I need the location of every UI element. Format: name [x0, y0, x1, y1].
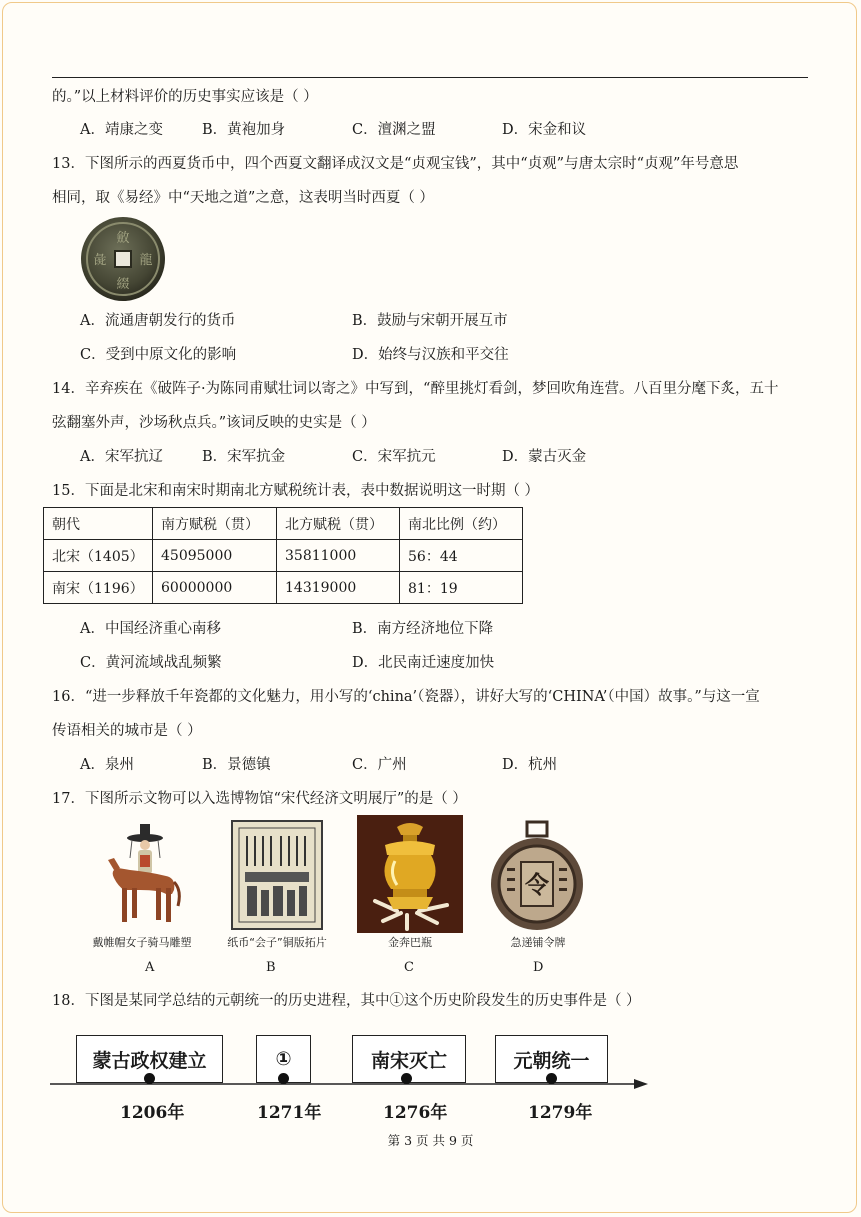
table-header: 朝代: [44, 508, 153, 540]
q13-option-d: D．始终与汉族和平交往: [352, 347, 509, 363]
huizi-rubbing-image: [231, 820, 323, 930]
page-border: [2, 2, 857, 1213]
table-header: 南方赋税（贯）: [153, 508, 277, 540]
tax-table: [43, 507, 523, 604]
horse-rider-figure-image: [100, 820, 190, 930]
figure-d-letter: D: [533, 960, 544, 975]
figure-d-caption: 急递铺令牌: [510, 936, 566, 949]
q13-line1: 13．下图所示的西夏货币中，四个西夏文翻译成汉文是“贞观宝钱”，其中“贞观”与唐太宗时“贞观”年号意思: [52, 156, 739, 172]
q14-line2: 弦翻塞外声，沙场秋点兵。”该词反映的史实是（ ）: [52, 415, 376, 431]
page-footer: 第 3 页 共 9 页: [387, 1133, 474, 1148]
figure-b-caption: 纸币“会子”铜版拓片: [227, 936, 327, 949]
q14-option-a: A．宋军抗辽: [80, 449, 163, 465]
svg-text:彘: 彘: [93, 253, 107, 268]
table-cell: 81：19: [400, 572, 523, 604]
table-cell: 45095000: [153, 540, 277, 572]
timeline-year-3: 1276年: [383, 1103, 448, 1123]
q15-option-d: D．北民南迁速度加快: [352, 655, 495, 671]
svg-text:綴: 綴: [116, 277, 130, 292]
timeline-year-4: 1279年: [528, 1103, 593, 1123]
timeline-dot-3: [401, 1073, 412, 1084]
q18-line1: 18．下图是某同学总结的元朝统一的历史进程，其中①这个历史阶段发生的历史事件是（ ）: [52, 993, 641, 1009]
figure-c-letter: C: [404, 960, 414, 975]
q13-option-b: B．鼓励与宋朝开展互市: [352, 313, 508, 329]
table-cell: 14319000: [277, 572, 400, 604]
q13-option-a: A．流通唐朝发行的货币: [80, 313, 236, 329]
q16-option-b: B．景德镇: [202, 757, 271, 773]
header-rule: [52, 77, 808, 78]
q15-option-b: B．南方经济地位下降: [352, 621, 494, 637]
q16-line1: 16．“进一步释放千年瓷都的文化魅力，用小写的‘china’（瓷器），讲好大写的‘CHINA’（中国）故事。”与这一宣: [52, 689, 760, 705]
table-cell: 北宋（1405）: [44, 540, 153, 572]
q17-line1: 17．下图所示文物可以入选博物馆“宋代经济文明展厅”的是（ ）: [52, 791, 467, 807]
timeline-event-1: 蒙古政权建立: [76, 1035, 223, 1083]
timeline-year-2: 1271年: [257, 1103, 322, 1123]
timeline-event-4: 元朝统一: [495, 1035, 608, 1083]
q16-option-a: A．泉州: [80, 757, 134, 773]
q13-option-c: C．受到中原文化的影响: [80, 347, 237, 363]
q16-option-d: D．杭州: [502, 757, 558, 773]
q15-line1: 15．下面是北宋和南宋时期南北方赋税统计表，表中数据说明这一时期（ ）: [52, 483, 540, 499]
courier-token-image: [487, 818, 587, 932]
q14-option-b: B．宋军抗金: [202, 449, 286, 465]
q14-line1: 14．辛弃疾在《破阵子·为陈同甫赋壮词以寄之》中写到，“醉里挑灯看剑，梦回吹角连营。八百里分麾下炙，五十: [52, 381, 779, 397]
figure-b-letter: B: [266, 960, 276, 975]
q12-text: 的。”以上材料评价的历史事实应该是（ ）: [52, 89, 318, 105]
xixia-coin-image: [78, 216, 168, 302]
q16-option-c: C．广州: [352, 757, 407, 773]
figure-c-caption: 金奔巴瓶: [388, 936, 432, 949]
timeline-dot-1: [144, 1073, 155, 1084]
table-cell: 南宋（1196）: [44, 572, 153, 604]
table-header: 北方赋税（贯）: [277, 508, 400, 540]
table-header: 南北比例（约）: [400, 508, 523, 540]
q14-option-d: D．蒙古灭金: [502, 449, 587, 465]
table-header-row: [44, 508, 523, 540]
figure-a-caption: 戴帷帽女子骑马雕塑: [92, 936, 192, 949]
q14-option-c: C．宋军抗元: [352, 449, 436, 465]
q12-option-c: C．澶渊之盟: [352, 122, 436, 138]
q15-option-c: C．黄河流域战乱频繁: [80, 655, 222, 671]
table-cell: 56：44: [400, 540, 523, 572]
timeline-event-3: 南宋灭亡: [352, 1035, 466, 1083]
table-row: [44, 572, 523, 604]
svg-text:斂: 斂: [116, 231, 130, 246]
svg-text:龍: 龍: [139, 253, 153, 268]
q15-option-a: A．中国经济重心南移: [80, 621, 221, 637]
table-row: [44, 540, 523, 572]
timeline-event-2: ①: [256, 1035, 311, 1083]
timeline-dot-4: [546, 1073, 557, 1084]
timeline-year-1: 1206年: [120, 1103, 185, 1123]
timeline-dot-2: [278, 1073, 289, 1084]
q12-option-b: B．黄袍加身: [202, 122, 286, 138]
table-cell: 60000000: [153, 572, 277, 604]
q16-line2: 传语相关的城市是（ ）: [52, 723, 202, 739]
q12-option-d: D．宋金和议: [502, 122, 587, 138]
q12-option-a: A．靖康之变: [80, 122, 163, 138]
figure-a-letter: A: [145, 960, 155, 975]
token-character: 令: [525, 870, 549, 899]
q13-line2: 相同，取《易经》中“天地之道”之意，这表明当时西夏（ ）: [52, 190, 434, 206]
golden-vase-image: [357, 815, 463, 933]
table-cell: 35811000: [277, 540, 400, 572]
